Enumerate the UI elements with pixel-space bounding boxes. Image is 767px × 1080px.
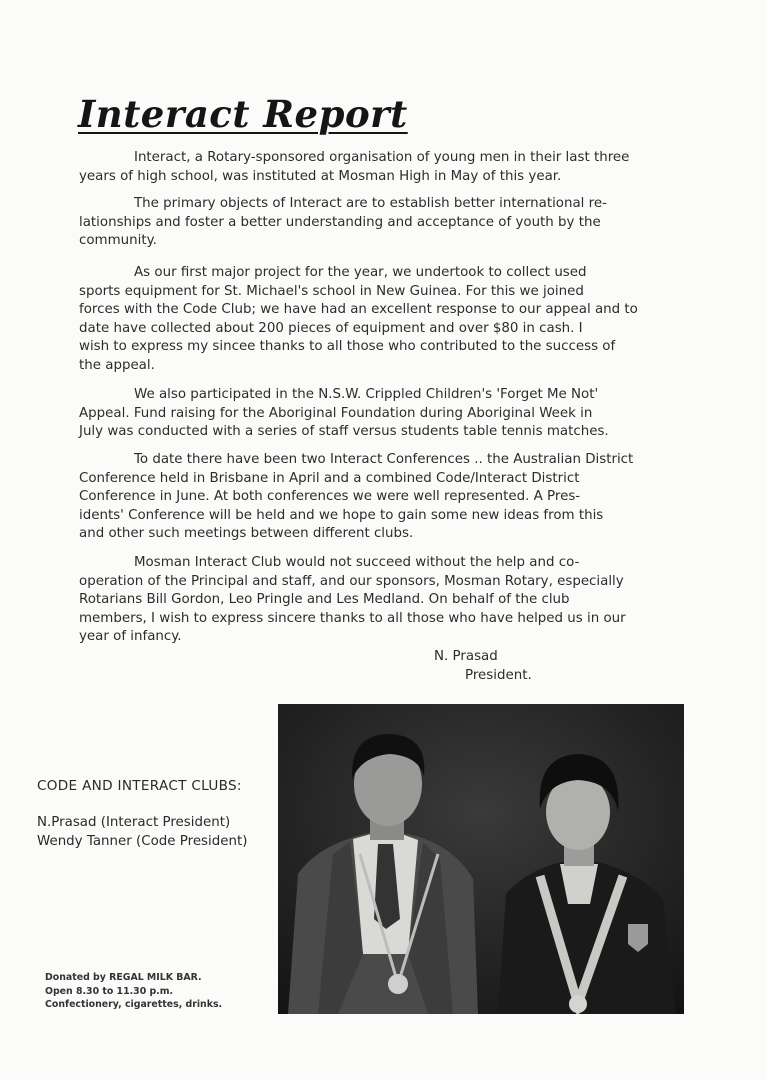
club-member: Wendy Tanner (Code President)	[37, 834, 248, 849]
text-line: Appeal. Fund raising for the Aboriginal Foundation during Aboriginal Week in	[79, 405, 593, 421]
text-line: Conference held in Brisbane in April and a combined Code/Interact District	[79, 470, 580, 486]
text-line: Interact, a Rotary-sponsored organisation of young men in their last three	[134, 150, 630, 165]
text-line: community.	[79, 233, 157, 249]
sponsor-ad	[45, 971, 222, 1012]
text-line: As our first major project for the year, we undertook to collect used	[134, 265, 587, 280]
text-line: We also participated in the N.S.W. Crippled Children's 'Forget Me Not'	[134, 387, 599, 402]
report-paragraph-6	[79, 554, 679, 647]
text-line: Rotarians Bill Gordon, Leo Pringle and Les Medland. On behalf of the club	[79, 592, 570, 608]
text-line: sports equipment for St. Michael's school in New Guinea. For this we joined	[79, 283, 584, 299]
text-line: Conference in June. At both conferences we were well represented. A Pres-	[79, 489, 581, 505]
text-line: members, I wish to express sincere thanks to all those who have helped us in our	[79, 610, 626, 626]
text-line: the appeal.	[79, 357, 155, 373]
ad-line: Donated by REGAL MILK BAR.	[45, 972, 202, 983]
clubs-heading: CODE AND INTERACT CLUBS:	[37, 778, 242, 794]
signature-name: N. Prasad	[434, 649, 498, 664]
text-line: wish to express my sincee thanks to all those who contributed to the success of	[79, 339, 616, 355]
text-line: and other such meetings between different clubs.	[79, 526, 414, 542]
presidents-photo	[278, 704, 684, 1014]
text-line: July was conducted with a series of staff versus students table tennis matches.	[79, 424, 609, 440]
ad-line: Confectionery, cigarettes, drinks.	[45, 999, 223, 1010]
clubs-list	[37, 813, 247, 851]
text-line: forces with the Code Club; we have had an excellent response to our appeal and to	[79, 302, 638, 318]
text-line: date have collected about 200 pieces of equipment and over $80 in cash. I	[79, 320, 583, 336]
text-line: idents' Conference will be held and we hope to gain some new ideas from this	[79, 507, 604, 523]
signature-role: President.	[465, 668, 532, 683]
club-member: N.Prasad (Interact President)	[37, 815, 231, 830]
text-line: year of infancy.	[79, 629, 182, 645]
page-title: Interact Report	[78, 92, 408, 136]
ad-line: Open 8.30 to 11.30 p.m.	[45, 985, 174, 997]
text-line: Mosman Interact Club would not succeed without the help and co-	[134, 555, 580, 570]
report-paragraph-1	[79, 149, 679, 186]
text-line: lationships and foster a better understanding and acceptance of youth by the	[79, 214, 601, 230]
text-line: The primary objects of Interact are to establish better international re-	[134, 196, 607, 211]
text-line: operation of the Principal and staff, and our sponsors, Mosman Rotary, especially	[79, 573, 624, 589]
report-paragraph-4	[79, 386, 679, 442]
text-line: To date there have been two Interact Conferences .. the Australian District	[134, 452, 634, 467]
report-paragraph-2	[79, 195, 679, 251]
report-paragraph-5	[79, 451, 679, 544]
text-line: years of high school, was instituted at Mosman High in May of this year.	[79, 168, 562, 184]
photo-illustration	[278, 704, 684, 1014]
report-paragraph-3	[79, 264, 679, 376]
